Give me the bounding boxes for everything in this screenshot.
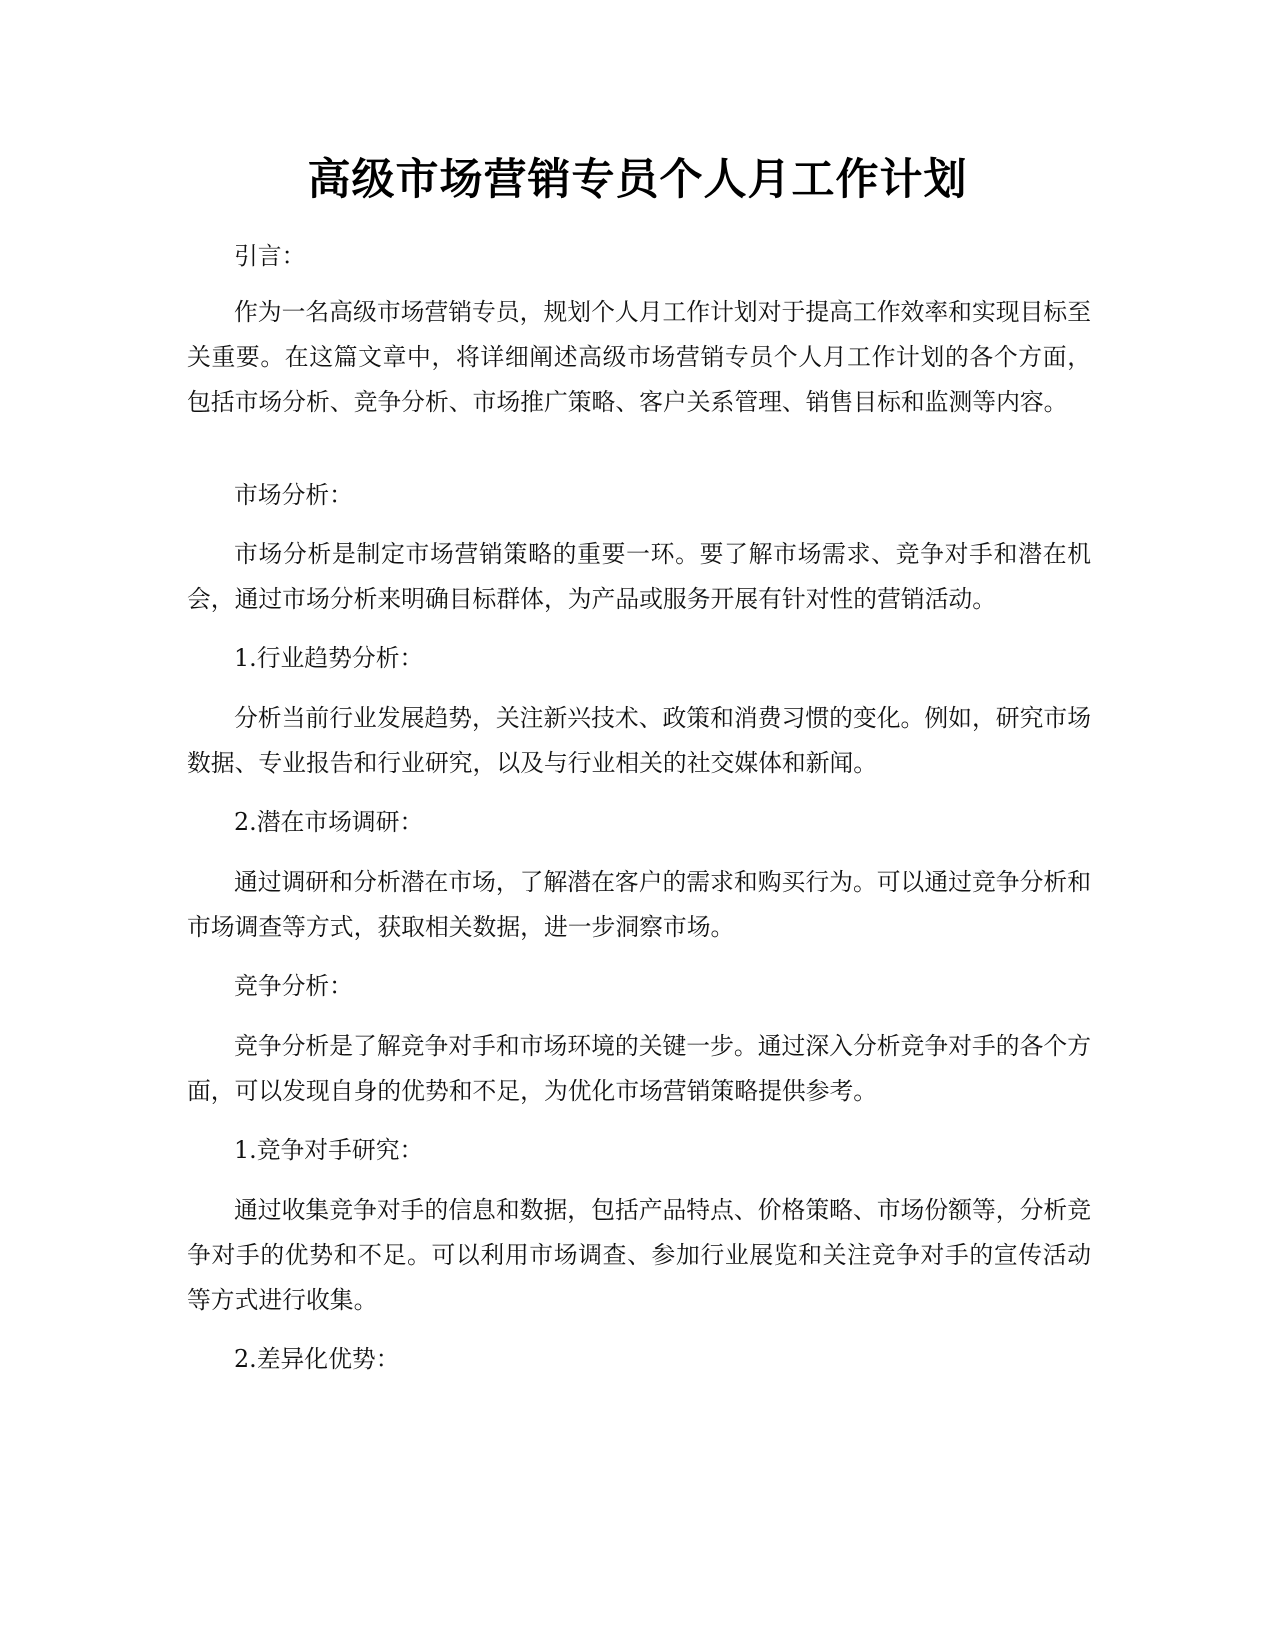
document-title: 高级市场营销专员个人月工作计划 bbox=[307, 155, 968, 205]
heading-industry-trend: 1.行业趋势分析： bbox=[234, 644, 424, 672]
heading-competitor-research: 1.竞争对手研究： bbox=[234, 1136, 424, 1164]
heading-market-analysis: 市场分析： bbox=[234, 481, 353, 509]
heading-potential-market: 2.潜在市场调研： bbox=[234, 808, 424, 836]
paragraph-potential-market: 通过调研和分析潜在市场，了解潜在客户的需求和购买行为。可以通过竞争分析和市场调查等方式，获取相关数据，进一步洞察市场。 bbox=[187, 868, 1091, 941]
paragraph-competitor-research: 通过收集竞争对手的信息和数据，包括产品特点、价格策略、市场份额等，分析竞争对手的优势和不足。可以利用市场调查、参加行业展览和关注竞争对手的宣传活动等方式进行收集。 bbox=[187, 1196, 1091, 1314]
heading-introduction: 引言： bbox=[234, 242, 306, 270]
paragraph-industry-trend: 分析当前行业发展趋势，关注新兴技术、政策和消费习惯的变化。例如，研究市场数据、专业报告和行业研究，以及与行业相关的社交媒体和新闻。 bbox=[187, 704, 1091, 777]
paragraph-competition-analysis: 竞争分析是了解竞争对手和市场环境的关键一步。通过深入分析竞争对手的各个方面，可以发现自身的优势和不足，为优化市场营销策略提供参考。 bbox=[187, 1032, 1091, 1105]
paragraph-introduction: 作为一名高级市场营销专员，规划个人月工作计划对于提高工作效率和实现目标至关重要。在这篇文章中，将详细阐述高级市场营销专员个人月工作计划的各个方面，包括市场分析、竞争分析、市场推广策略、客户关系管理、销售目标和监测等内容。 bbox=[187, 298, 1091, 416]
heading-differentiation-advantage: 2.差异化优势： bbox=[234, 1345, 400, 1373]
paragraph-market-analysis: 市场分析是制定市场营销策略的重要一环。要了解市场需求、竞争对手和潜在机会，通过市场分析来明确目标群体，为产品或服务开展有针对性的营销活动。 bbox=[187, 540, 1091, 613]
heading-competition-analysis: 竞争分析： bbox=[234, 972, 353, 1000]
